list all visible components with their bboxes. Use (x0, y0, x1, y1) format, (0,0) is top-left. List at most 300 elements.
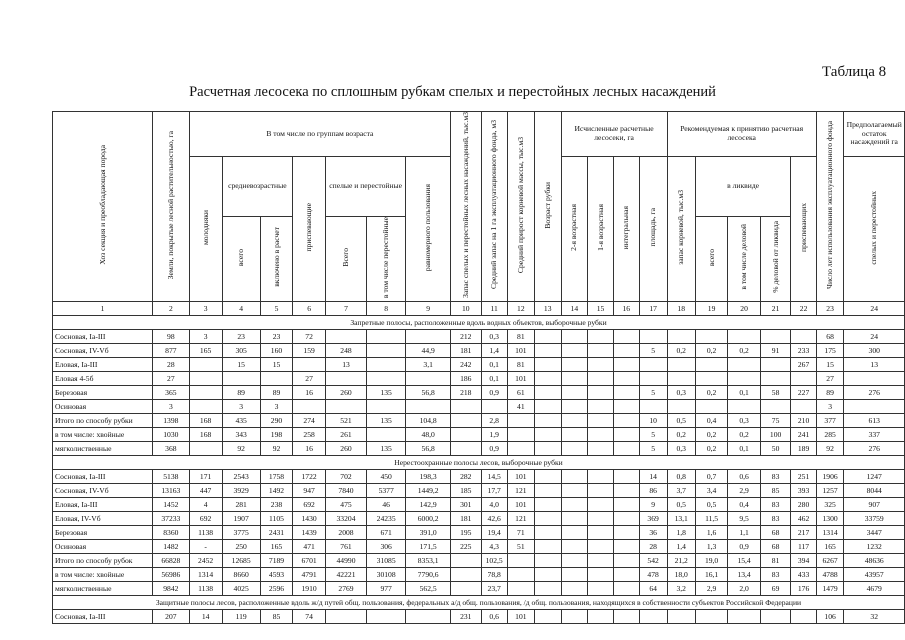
table-cell: 3 (189, 329, 222, 343)
table-cell: 30108 (367, 567, 406, 581)
table-cell: 81 (760, 553, 791, 567)
table-cell (507, 427, 534, 441)
table-cell (561, 413, 588, 427)
table-cell: 305 (222, 343, 260, 357)
table-cell: 83 (760, 469, 791, 483)
table-cell: 8660 (222, 567, 260, 581)
table-cell: 75 (760, 413, 791, 427)
table-cell: 83 (760, 567, 791, 581)
table-cell (534, 511, 561, 525)
table-cell: 175 (816, 343, 844, 357)
table-cell: 6701 (293, 553, 326, 567)
table-cell: 1479 (816, 581, 844, 595)
table-cell: 92 (816, 441, 844, 455)
table-cell (222, 371, 260, 385)
table-cell: 0,2 (695, 343, 728, 357)
table-cell (613, 609, 639, 623)
table-cell: 165 (189, 343, 222, 357)
table-cell: 1030 (152, 427, 189, 441)
table-cell: 261 (325, 427, 366, 441)
table-cell: 3,1 (406, 357, 451, 371)
table-cell: 48,0 (406, 427, 451, 441)
row-label: Итого по способу рубок (53, 553, 153, 567)
table-cell (588, 413, 614, 427)
section-header-row (53, 315, 905, 329)
row-label: Осиновая (53, 539, 153, 553)
table-cell: 393 (791, 483, 816, 497)
table-cell: 8044 (844, 483, 905, 497)
table-cell (451, 441, 482, 455)
header-mature: спелые и перестойные (325, 157, 405, 217)
table-cell (791, 371, 816, 385)
table-cell: 0,9 (481, 441, 507, 455)
table-row (53, 399, 905, 413)
table-cell: 0,2 (728, 343, 761, 357)
table-cell (588, 371, 614, 385)
table-cell: 3 (816, 399, 844, 413)
table-cell: 231 (451, 609, 482, 623)
table-cell (695, 399, 728, 413)
table-cell (406, 371, 451, 385)
row-label: Березовая (53, 525, 153, 539)
row-label: в том числе: хвойные (53, 427, 153, 441)
header-calculated-cutting: Исчисленные расчетные лесосеки, га (561, 112, 667, 157)
table-cell (728, 371, 761, 385)
table-cell (695, 357, 728, 371)
table-cell: 27 (152, 371, 189, 385)
table-cell (367, 329, 406, 343)
row-label: Сосновая, IV-Vб (53, 483, 153, 497)
table-cell (561, 399, 588, 413)
table-cell: 5377 (367, 483, 406, 497)
table-row (53, 329, 905, 343)
table-cell (534, 497, 561, 511)
table-cell (561, 427, 588, 441)
header-age-groups: В том числе по группам возраста (189, 112, 450, 157)
table-cell: 907 (844, 497, 905, 511)
table-cell: 0,3 (481, 329, 507, 343)
table-cell: 0,6 (728, 469, 761, 483)
table-cell: 0,3 (667, 441, 695, 455)
column-number: 1 (53, 301, 153, 315)
table-cell: 83 (760, 497, 791, 511)
table-cell: 0,6 (481, 609, 507, 623)
table-row (53, 567, 905, 581)
table-cell (534, 441, 561, 455)
section-title: Нерестоохранные полосы лесов, выборочные рубки (53, 455, 905, 469)
table-cell: 98 (152, 329, 189, 343)
table-cell (695, 329, 728, 343)
table-cell: 31085 (367, 553, 406, 567)
table-cell (451, 553, 482, 567)
table-cell: 19,4 (481, 525, 507, 539)
header-liquid-percent: % деловой от ликвида (760, 216, 791, 301)
table-cell (613, 539, 639, 553)
table-cell (588, 483, 614, 497)
table-cell: 1482 (152, 539, 189, 553)
table-cell: 15 (222, 357, 260, 371)
column-number: 10 (451, 301, 482, 315)
table-cell: 0,3 (728, 413, 761, 427)
table-cell (293, 399, 326, 413)
table-cell: 117 (791, 539, 816, 553)
table-cell: 78,8 (481, 567, 507, 581)
table-number: Таблица 8 (822, 64, 887, 80)
table-cell (728, 399, 761, 413)
table-cell: 72 (293, 329, 326, 343)
table-cell: 1452 (152, 497, 189, 511)
table-cell (791, 609, 816, 623)
table-cell (791, 329, 816, 343)
table-cell: 0,1 (728, 441, 761, 455)
table-row (53, 525, 905, 539)
table-cell: 521 (325, 413, 366, 427)
table-cell: 198,3 (406, 469, 451, 483)
table-cell: 101 (507, 497, 534, 511)
column-number: 23 (816, 301, 844, 315)
table-cell: 101 (507, 609, 534, 623)
table-cell (695, 371, 728, 385)
table-cell (588, 525, 614, 539)
table-cell (507, 413, 534, 427)
table-cell: 176 (791, 581, 816, 595)
header-recommended-cutting: Рекомендуемая к принятию расчетная лесосека (667, 112, 816, 157)
table-cell: 74 (293, 609, 326, 623)
table-cell: 4791 (293, 567, 326, 581)
table-cell: 225 (451, 539, 482, 553)
table-cell: 81 (507, 329, 534, 343)
table-cell: 1247 (844, 469, 905, 483)
table-cell: - (189, 539, 222, 553)
table-cell (613, 581, 639, 595)
table-cell (588, 497, 614, 511)
table-cell (534, 343, 561, 357)
table-cell (613, 413, 639, 427)
table-cell (451, 427, 482, 441)
table-cell: 2,0 (728, 581, 761, 595)
table-cell: 671 (367, 525, 406, 539)
table-cell (561, 525, 588, 539)
table-cell: 365 (152, 385, 189, 399)
table-cell: 281 (222, 497, 260, 511)
table-cell (639, 371, 667, 385)
header-first-age: 1-я возрастная (588, 157, 614, 302)
table-cell (667, 371, 695, 385)
table-cell (189, 441, 222, 455)
table-cell (613, 329, 639, 343)
table-cell (561, 357, 588, 371)
table-cell: 50 (760, 441, 791, 455)
table-cell: 9 (639, 497, 667, 511)
table-cell (189, 399, 222, 413)
table-cell (561, 553, 588, 567)
table-cell: 242 (451, 357, 482, 371)
table-cell: 4679 (844, 581, 905, 595)
table-cell: 44990 (325, 553, 366, 567)
table-cell (561, 497, 588, 511)
table-cell (534, 553, 561, 567)
table-row (53, 385, 905, 399)
table-cell: 471 (293, 539, 326, 553)
table-cell: 159 (293, 343, 326, 357)
table-cell: 218 (451, 385, 482, 399)
row-label: Еловая, Iа-III (53, 497, 153, 511)
table-cell: 1,4 (667, 539, 695, 553)
header-integral: интегральная (613, 157, 639, 302)
column-number: 12 (507, 301, 534, 315)
row-label: мягколиственные (53, 581, 153, 595)
table-cell: 368 (152, 441, 189, 455)
header-area: площадь, га (639, 157, 667, 302)
table-cell (588, 539, 614, 553)
table-cell: 702 (325, 469, 366, 483)
row-label: Березовая (53, 385, 153, 399)
table-cell: 101 (507, 343, 534, 357)
table-cell (507, 553, 534, 567)
table-cell (667, 357, 695, 371)
table-cell (406, 399, 451, 413)
row-label: Сосновая, Iа-III (53, 329, 153, 343)
table-cell: 3775 (222, 525, 260, 539)
table-cell: 18,0 (667, 567, 695, 581)
table-cell: 13,1 (667, 511, 695, 525)
table-cell: 13163 (152, 483, 189, 497)
table-cell (639, 357, 667, 371)
table-cell: 1,8 (667, 525, 695, 539)
table-cell (588, 399, 614, 413)
table-cell: 181 (451, 511, 482, 525)
table-cell: 91 (760, 343, 791, 357)
header-root-stock: запас корневой, тыс.м3 (667, 157, 695, 302)
row-label: Еловая 4-5б (53, 371, 153, 385)
table-cell: 337 (844, 427, 905, 441)
table-cell: 135 (367, 441, 406, 455)
table-cell: 435 (222, 413, 260, 427)
column-number: 7 (325, 301, 366, 315)
table-cell (561, 441, 588, 455)
header-remaining-mature: спелых и перестойных (844, 157, 905, 302)
header-mature-stock: Запас спелых и перестойных лесных насаждений, тыс.м3 (451, 112, 482, 302)
column-number: 20 (728, 301, 761, 315)
table-row (53, 581, 905, 595)
table-cell: 2,9 (728, 483, 761, 497)
table-cell (293, 357, 326, 371)
table-cell: 1314 (816, 525, 844, 539)
table-cell: 1398 (152, 413, 189, 427)
table-cell (613, 343, 639, 357)
table-cell: 28 (639, 539, 667, 553)
table-cell (325, 371, 366, 385)
table-cell: 19,0 (695, 553, 728, 567)
column-number: 19 (695, 301, 728, 315)
table-cell (639, 609, 667, 623)
table-cell: 1430 (293, 511, 326, 525)
table-cell: 12685 (222, 553, 260, 567)
table-cell (844, 399, 905, 413)
table-cell: 3,7 (667, 483, 695, 497)
table-cell: 66828 (152, 553, 189, 567)
table-cell (561, 469, 588, 483)
table-cell: 48636 (844, 553, 905, 567)
table-cell: 301 (451, 497, 482, 511)
table-cell: 1758 (260, 469, 292, 483)
table-cell: 0,5 (695, 497, 728, 511)
table-cell (561, 609, 588, 623)
table-cell: 168 (189, 413, 222, 427)
table-cell: 6000,2 (406, 511, 451, 525)
table-body (53, 301, 905, 623)
table-cell: 14,5 (481, 469, 507, 483)
table-cell: 0,5 (667, 413, 695, 427)
table-cell: 227 (791, 385, 816, 399)
table-cell (561, 385, 588, 399)
column-number-row (53, 301, 905, 315)
table-cell (561, 581, 588, 595)
table-cell: 0,2 (695, 385, 728, 399)
table-cell (561, 343, 588, 357)
table-cell: 877 (152, 343, 189, 357)
table-cell: 2,8 (481, 413, 507, 427)
table-cell (760, 371, 791, 385)
table-cell: 4788 (816, 567, 844, 581)
table-cell (639, 329, 667, 343)
table-cell: 68 (816, 329, 844, 343)
table-cell (534, 525, 561, 539)
table-cell: 68 (760, 539, 791, 553)
table-row (53, 469, 905, 483)
table-cell: 2543 (222, 469, 260, 483)
header-remaining-maturing: приспевающих (791, 157, 816, 302)
table-cell: 37233 (152, 511, 189, 525)
table-row (53, 357, 905, 371)
table-cell (667, 329, 695, 343)
table-cell (613, 399, 639, 413)
table-cell (588, 441, 614, 455)
table-cell (367, 399, 406, 413)
table-cell (760, 357, 791, 371)
column-number: 18 (667, 301, 695, 315)
table-cell: 0,1 (728, 385, 761, 399)
table-cell: 0,9 (481, 385, 507, 399)
table-cell (451, 399, 482, 413)
table-cell (367, 357, 406, 371)
table-cell: 102,5 (481, 553, 507, 567)
row-label: Осиновая (53, 399, 153, 413)
table-row (53, 553, 905, 567)
table-cell: 92 (260, 441, 292, 455)
table-cell: 181 (451, 343, 482, 357)
table-cell: 142,9 (406, 497, 451, 511)
table-cell: 186 (451, 371, 482, 385)
table-cell (613, 427, 639, 441)
table-cell: 86 (639, 483, 667, 497)
table-cell (561, 539, 588, 553)
table-cell (451, 567, 482, 581)
table-cell: 2452 (189, 553, 222, 567)
header-liquid: в ликвиде (695, 157, 791, 217)
table-cell: 1906 (816, 469, 844, 483)
header-forest-area: Земли, покрытые лесной растительностью, га (152, 112, 189, 302)
column-number: 17 (639, 301, 667, 315)
table-cell (561, 567, 588, 581)
table-cell: 3,2 (667, 581, 695, 595)
column-number: 21 (760, 301, 791, 315)
table-cell (639, 399, 667, 413)
table-cell: 377 (816, 413, 844, 427)
table-cell (367, 343, 406, 357)
table-cell: 343 (222, 427, 260, 441)
table-cell: 27 (816, 371, 844, 385)
column-number: 2 (152, 301, 189, 315)
table-cell: 542 (639, 553, 667, 567)
table-cell: 8353,1 (406, 553, 451, 567)
table-cell: 251 (791, 469, 816, 483)
header-mature-overmature: в том числе перестойные (367, 216, 406, 301)
table-cell: 2431 (260, 525, 292, 539)
table-cell (760, 329, 791, 343)
table-cell: 241 (791, 427, 816, 441)
table-row (53, 343, 905, 357)
column-number: 9 (406, 301, 451, 315)
table-cell: 260 (325, 441, 366, 455)
table-row (53, 483, 905, 497)
table-cell (561, 329, 588, 343)
table-cell: 0,2 (667, 343, 695, 357)
table-cell: 1722 (293, 469, 326, 483)
table-cell: 83 (760, 511, 791, 525)
table-cell: 106 (816, 609, 844, 623)
table-cell (507, 567, 534, 581)
header-avg-growth: Средний прирост корневой массы, тыс.м3 (507, 112, 534, 302)
table-cell: 7189 (260, 553, 292, 567)
table-cell: 478 (639, 567, 667, 581)
table-cell (667, 399, 695, 413)
table-cell: 11,5 (695, 511, 728, 525)
table-cell (260, 371, 292, 385)
table-cell (588, 357, 614, 371)
table-cell (507, 581, 534, 595)
row-label: Сосновая, Iа-III (53, 609, 153, 623)
table-cell: 9,5 (728, 511, 761, 525)
table-cell (534, 609, 561, 623)
table-cell (588, 385, 614, 399)
column-number: 15 (588, 301, 614, 315)
table-cell: 692 (189, 511, 222, 525)
table-cell: 121 (507, 511, 534, 525)
table-cell: 0,3 (667, 385, 695, 399)
table-cell: 23 (260, 329, 292, 343)
table-cell (613, 469, 639, 483)
table-cell: 28 (152, 357, 189, 371)
table-cell: 3447 (844, 525, 905, 539)
table-cell: 2008 (325, 525, 366, 539)
table-cell: 0,1 (481, 357, 507, 371)
table-cell: 42221 (325, 567, 366, 581)
table-cell: 947 (293, 483, 326, 497)
table-cell: 4025 (222, 581, 260, 595)
table-cell: 89 (260, 385, 292, 399)
header-middle-total: всего (222, 216, 260, 301)
table-cell: 267 (791, 357, 816, 371)
table-cell: 7840 (325, 483, 366, 497)
table-cell: 101 (507, 469, 534, 483)
table-cell: 71 (507, 525, 534, 539)
table-cell (613, 357, 639, 371)
table-cell: 42,6 (481, 511, 507, 525)
table-cell (534, 469, 561, 483)
table-cell: 450 (367, 469, 406, 483)
row-label: Сосновая, IV-Vб (53, 343, 153, 357)
